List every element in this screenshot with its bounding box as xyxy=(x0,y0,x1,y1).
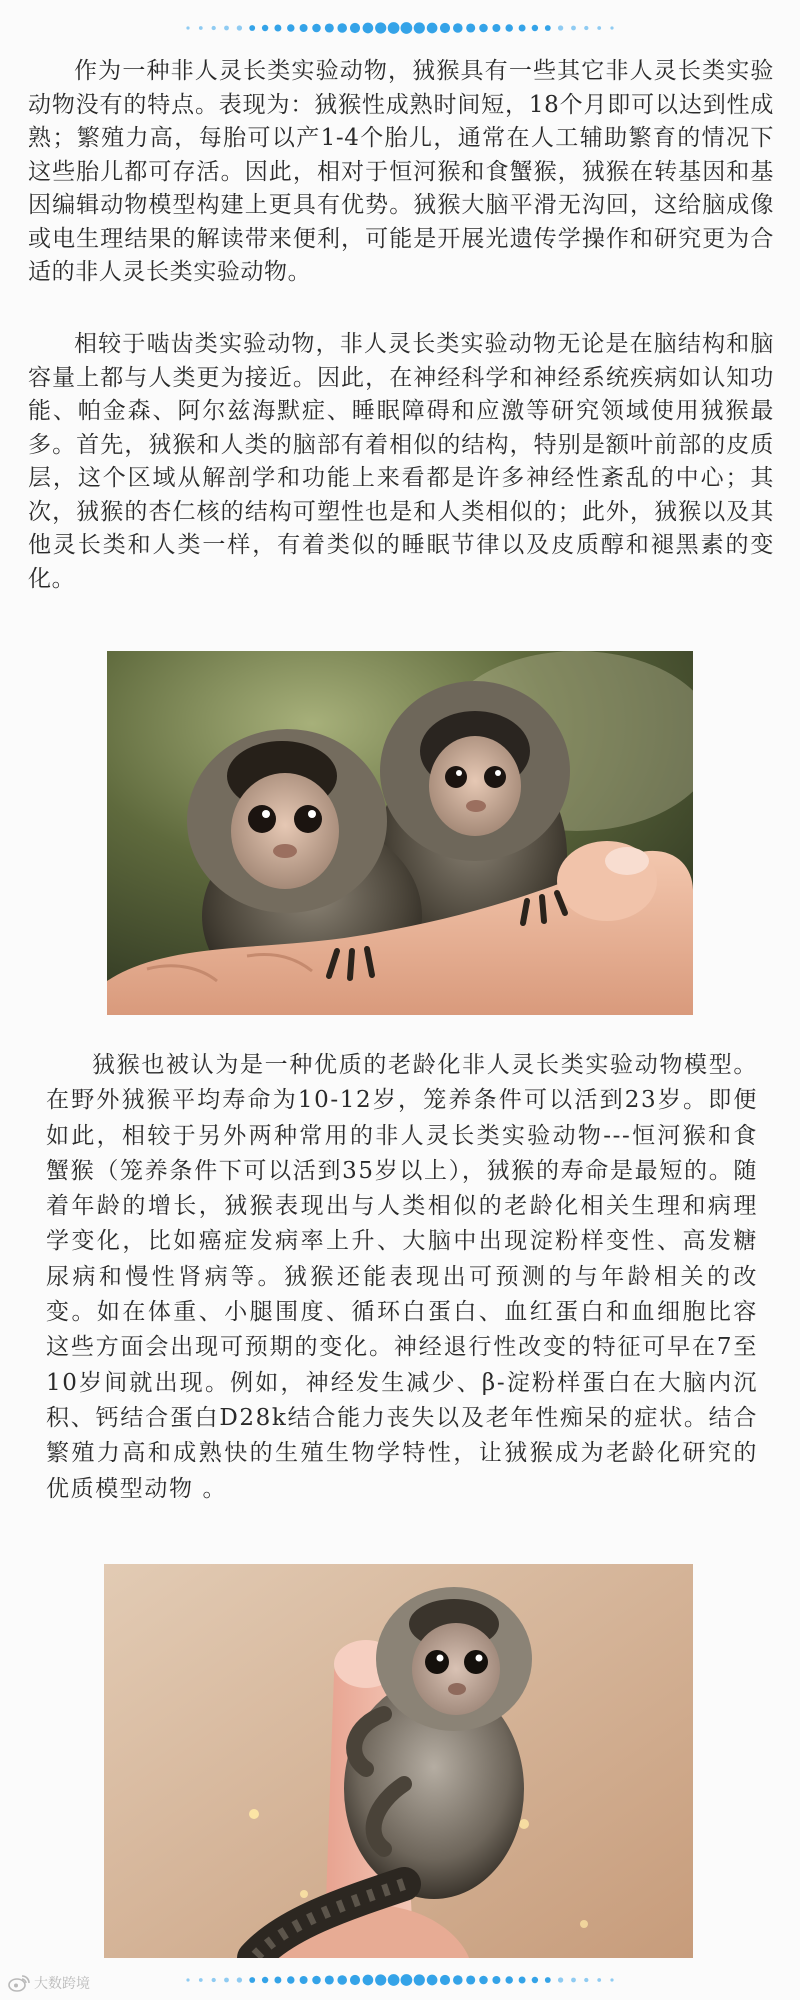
decorative-dot xyxy=(262,25,268,31)
decorative-dot xyxy=(212,1978,216,1982)
decorative-dot xyxy=(492,24,500,32)
decorative-dot xyxy=(505,24,512,31)
decorative-dot xyxy=(212,26,216,30)
decorative-dot xyxy=(545,1977,551,1983)
decorative-dot xyxy=(350,1975,360,1985)
decorative-dot xyxy=(287,1976,294,1983)
marmoset-holding-finger-photo xyxy=(104,1564,693,1958)
decorative-dot xyxy=(466,23,475,32)
decorative-dot xyxy=(325,1975,334,1984)
decorative-dot xyxy=(337,23,347,33)
paragraph-3: 狨猴也被认为是一种优质的老龄化非人灵长类实验动物模型。在野外狨猴平均寿命为10-12岁，笼养条件可以活到23岁。即便如此，相较于另外两种常用的非人灵长类实验动物---恒河猴和食蟹猴（笼养条件下可以活到35岁以上），狨猴的寿命是最短的。随着年龄的增长，狨猴表现出与人类相似的老龄化相关生理和病理学变化，比如癌症发病率上升、大脑中出现淀粉样变性、高发糖尿病和慢性肾病等。狨猴还能表现出可预测的与年龄相关的改变。如在体重、小腿围度、循环白蛋白、血红蛋白和血细胞比容这些方面会出现可预期的变化。神经退行性改变的特征可早在7至10岁间就出现。例如，神经发生减少、β-淀粉样蛋白在大脑内沉积、钙结合蛋白D28k结合能力丧失以及老年性痴呆的症状。结合繁殖力高和成熟快的生殖生物学特性，让狨猴成为老龄化研究的优质模型动物 。 xyxy=(46,1052,758,1502)
decorative-dot xyxy=(199,1978,203,1982)
decorative-dot xyxy=(427,23,438,34)
decorative-dot xyxy=(571,26,576,31)
decorative-dot xyxy=(350,23,360,33)
decorative-dot xyxy=(427,1975,438,1986)
decorative-dot xyxy=(363,23,374,34)
decorative-dot xyxy=(337,1975,347,1985)
decorative-dot xyxy=(274,1977,281,1984)
decorative-dot xyxy=(584,1978,588,1982)
decorative-dot xyxy=(325,23,334,32)
decorative-dot xyxy=(388,1974,400,1986)
decorative-dot xyxy=(237,1977,242,1982)
top-dot-divider xyxy=(0,18,800,38)
watermark-text: 大数跨境 xyxy=(34,1976,90,1992)
decorative-dot xyxy=(375,22,386,33)
decorative-dot xyxy=(440,1975,450,1985)
decorative-dot xyxy=(237,25,242,30)
decorative-dot xyxy=(186,1978,189,1981)
decorative-dot xyxy=(363,1975,374,1986)
decorative-dot xyxy=(414,1974,425,1985)
decorative-dot xyxy=(287,24,294,31)
decorative-dot xyxy=(401,22,413,34)
decorative-dot xyxy=(584,26,588,30)
decorative-dot xyxy=(440,23,450,33)
decorative-dot xyxy=(414,22,425,33)
decorative-dot xyxy=(519,25,526,32)
decorative-dot xyxy=(610,26,613,29)
decorative-dot xyxy=(479,1976,488,1985)
bottom-dot-divider xyxy=(0,1970,800,1990)
decorative-dot xyxy=(453,23,463,33)
decorative-dot xyxy=(479,24,488,33)
decorative-dot xyxy=(610,1978,613,1981)
decorative-dot xyxy=(519,1977,526,1984)
paragraph-2: 相较于啮齿类实验动物，非人灵长类实验动物无论是在脑结构和脑容量上都与人类更为接近。因此，在神经科学和神经系统疾病如认知功能、帕金森、阿尔兹海默症、睡眠障碍和应激等研究领域使用狨猴最多。首先，狨猴和人类的脑部有着相似的结构，特别是额叶前部的皮质层，这个区域从解剖学和功能上来看都是许多神经性紊乱的中心；其次，狨猴的杏仁核的结构可塑性也是和人类相似的；此外，狨猴以及其他灵长类和人类一样，有着类似的睡眠节律以及皮质醇和褪黑素的变化。 xyxy=(28,331,774,592)
decorative-dot xyxy=(492,1976,500,1984)
decorative-dot xyxy=(571,1978,576,1983)
decorative-dot xyxy=(453,1975,463,1985)
weibo-style-logo-icon xyxy=(8,1974,30,1992)
decorative-dot xyxy=(312,24,321,33)
decorative-dot xyxy=(300,24,308,32)
source-watermark xyxy=(8,1972,90,1994)
decorative-dot xyxy=(375,1974,386,1985)
decorative-dot xyxy=(388,22,400,34)
paragraph-1: 作为一种非人灵长类实验动物，狨猴具有一些其它非人灵长类实验动物没有的特点。表现为：狨猴性成熟时间短，18个月即可以达到性成熟；繁殖力高，每胎可以产1-4个胎儿，通常在人工辅助繁育的情况下这些胎儿都可存活。因此，相对于恒河猴和食蟹猴，狨猴在转基因和基因编辑动物模型构建上更具有优势。狨猴大脑平滑无沟回，这给脑成像或电生理结果的解读带来便利，可能是开展光遗传学操作和研究更为合适的非人灵长类实验动物。 xyxy=(28,58,774,285)
decorative-dot xyxy=(249,25,255,31)
decorative-dot xyxy=(199,26,203,30)
decorative-dot xyxy=(274,25,281,32)
decorative-dot xyxy=(224,26,229,31)
decorative-dot xyxy=(532,25,538,31)
decorative-dot xyxy=(532,1977,538,1983)
decorative-dot xyxy=(186,26,189,29)
decorative-dot xyxy=(249,1977,255,1983)
decorative-dot xyxy=(558,25,563,30)
decorative-dot xyxy=(401,1974,413,1986)
decorative-dot xyxy=(558,1977,563,1982)
decorative-dot xyxy=(545,25,551,31)
decorative-dot xyxy=(597,26,601,30)
decorative-dot xyxy=(597,1978,601,1982)
decorative-dot xyxy=(224,1978,229,1983)
decorative-dot xyxy=(466,1975,475,1984)
decorative-dot xyxy=(262,1977,268,1983)
decorative-dot xyxy=(300,1976,308,1984)
two-marmosets-on-hand-photo xyxy=(107,651,693,1015)
decorative-dot xyxy=(312,1976,321,1985)
decorative-dot xyxy=(505,1976,512,1983)
